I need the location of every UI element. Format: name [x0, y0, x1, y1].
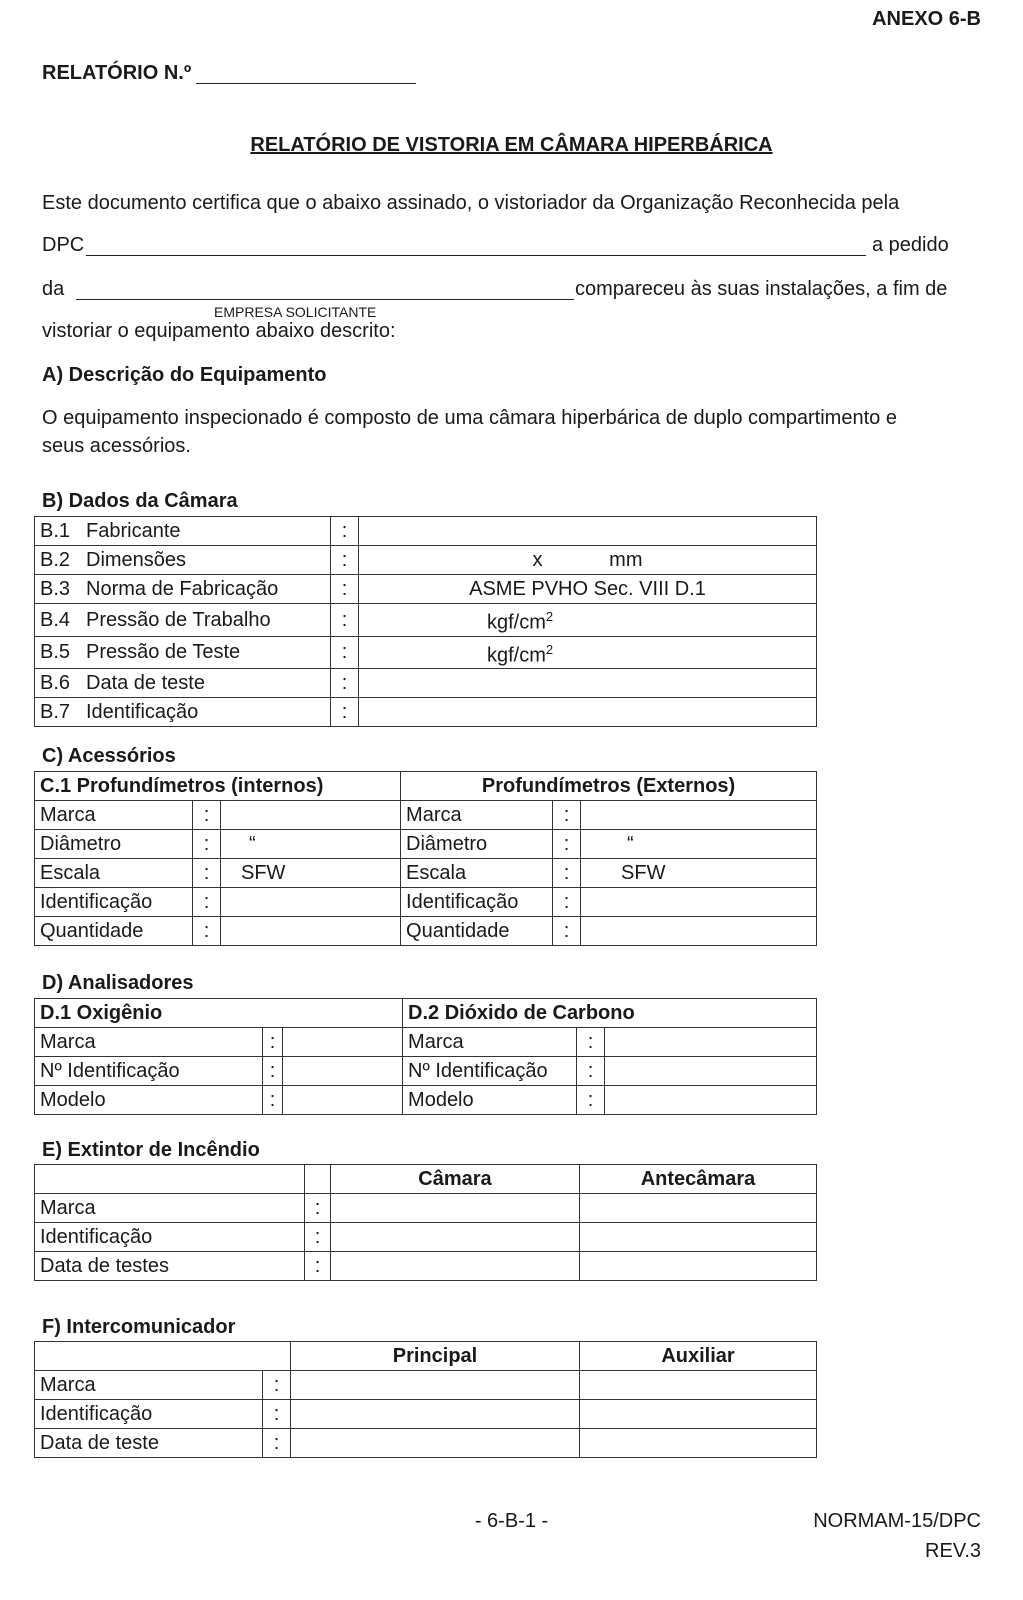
colon: : [577, 1057, 605, 1086]
blank-header-cell [35, 1165, 305, 1194]
colon: : [553, 888, 581, 917]
co2-value[interactable] [605, 1057, 817, 1086]
colon: : [305, 1223, 331, 1252]
row-label: Marca [35, 1028, 263, 1057]
row-label: Identificação [35, 1400, 263, 1429]
table-row [35, 546, 817, 575]
table-row [35, 1400, 817, 1429]
row-label-text: Norma de Fabricação [86, 578, 279, 600]
colon: : [193, 830, 221, 859]
blank-header-cell [35, 1342, 291, 1371]
row-label: Escala [401, 859, 553, 888]
camera-data-table [34, 516, 817, 727]
row-code: B.5 [40, 641, 71, 664]
colon: : [331, 546, 359, 575]
oxygen-value[interactable] [283, 1028, 403, 1057]
colon: : [193, 801, 221, 830]
pressao-teste-value[interactable] [359, 636, 817, 669]
dimensoes-value[interactable]: x mm [359, 546, 817, 575]
row-label: Nº Identificação [403, 1057, 577, 1086]
row-code: B.6 [40, 672, 71, 695]
row-label: Marca [401, 801, 553, 830]
row-code: B.4 [40, 608, 71, 631]
table-row [35, 575, 817, 604]
principal-header: Principal [291, 1342, 580, 1371]
colon: : [553, 859, 581, 888]
colon: : [553, 917, 581, 946]
row-label [35, 698, 331, 727]
auxiliar-value[interactable] [580, 1400, 817, 1429]
oxygen-value[interactable] [283, 1086, 403, 1115]
dpc-label: DPC [42, 234, 85, 256]
page-number: - 6-B-1 - [474, 1510, 549, 1532]
table-row [35, 859, 817, 888]
table-header-row [35, 772, 817, 801]
colon: : [331, 517, 359, 546]
colon: : [305, 1194, 331, 1223]
annex-label: ANEXO 6-B [872, 8, 981, 30]
internal-value[interactable]: “ [221, 830, 401, 859]
row-label: Marca [35, 1194, 305, 1223]
accessories-table [34, 771, 817, 946]
row-label [35, 669, 331, 698]
colon: : [263, 1400, 291, 1429]
colon: : [577, 1086, 605, 1115]
colon: : [331, 575, 359, 604]
table-row [35, 917, 817, 946]
table-row [35, 801, 817, 830]
report-number-field[interactable] [196, 83, 416, 84]
norma-value[interactable]: ASME PVHO Sec. VIII D.1 [359, 575, 817, 604]
identificacao-value[interactable] [359, 698, 817, 727]
revision-label: REV.3 [925, 1540, 981, 1562]
fabricante-value[interactable] [359, 517, 817, 546]
colon: : [305, 1252, 331, 1281]
page-title: RELATÓRIO DE VISTORIA EM CÂMARA HIPERBÁRICA [250, 134, 773, 156]
table-row [35, 888, 817, 917]
section-a-heading: A) Descrição do Equipamento [42, 364, 327, 386]
co2-value[interactable] [605, 1086, 817, 1115]
row-label: Marca [403, 1028, 577, 1057]
row-code: B.7 [40, 701, 71, 724]
a-pedido-text: a pedido [872, 234, 949, 256]
colon: : [331, 669, 359, 698]
row-label: Modelo [403, 1086, 577, 1115]
row-label [35, 636, 331, 669]
row-label [35, 517, 331, 546]
row-label-text: Data de teste [86, 672, 205, 695]
row-label: Nº Identificação [35, 1057, 263, 1086]
external-value[interactable] [581, 917, 817, 946]
principal-value[interactable] [291, 1371, 580, 1400]
dpc-field[interactable] [86, 255, 866, 256]
table-row [35, 1371, 817, 1400]
oxygen-value[interactable] [283, 1057, 403, 1086]
blank-header-cell [305, 1165, 331, 1194]
row-code: B.3 [40, 578, 71, 600]
antecamara-value[interactable] [580, 1252, 817, 1281]
intercom-table [34, 1341, 817, 1458]
unit-superscript: 2 [545, 641, 554, 657]
row-label: Identificação [401, 888, 553, 917]
section-b-heading: B) Dados da Câmara [42, 490, 238, 512]
fire-extinguisher-table [34, 1164, 817, 1281]
report-number-label: RELATÓRIO N.º [42, 62, 192, 84]
camara-value[interactable] [331, 1223, 580, 1252]
empresa-caption: EMPRESA SOLICITANTE [214, 304, 377, 320]
row-code: B.2 [40, 549, 71, 571]
row-label: Quantidade [401, 917, 553, 946]
row-label: Modelo [35, 1086, 263, 1115]
table-row [35, 1086, 817, 1115]
colon: : [331, 604, 359, 637]
table-row [35, 517, 817, 546]
co2-value[interactable] [605, 1028, 817, 1057]
row-label: Marca [35, 801, 193, 830]
row-label-text: Dimensões [86, 549, 187, 571]
section-a-text-2: seus acessórios. [42, 435, 191, 457]
empresa-field[interactable] [76, 299, 574, 300]
colon: : [193, 917, 221, 946]
table-row [35, 830, 817, 859]
table-row [35, 1252, 817, 1281]
colon: : [553, 801, 581, 830]
colon: : [553, 830, 581, 859]
table-row [35, 1057, 817, 1086]
colon: : [263, 1429, 291, 1458]
antecamara-value[interactable] [580, 1223, 817, 1252]
auxiliar-value[interactable] [580, 1371, 817, 1400]
antecamara-value[interactable] [580, 1194, 817, 1223]
internal-value[interactable] [221, 888, 401, 917]
table-row [35, 1028, 817, 1057]
row-label [35, 604, 331, 637]
row-label: Identificação [35, 1223, 305, 1252]
section-e-heading: E) Extintor de Incêndio [42, 1139, 260, 1161]
intro-line-4: vistoriar o equipamento abaixo descrito: [42, 320, 396, 342]
table-row [35, 669, 817, 698]
row-label: Data de testes [35, 1252, 305, 1281]
colon: : [577, 1028, 605, 1057]
colon: : [193, 859, 221, 888]
principal-value[interactable] [291, 1429, 580, 1458]
unit-text: kgf/cm [487, 611, 546, 634]
compareceu-text: compareceu às suas instalações, a fim de [575, 278, 948, 300]
row-label-text: Fabricante [86, 520, 181, 542]
row-code: B.1 [40, 520, 71, 542]
oxygen-header: D.1 Oxigênio [35, 999, 403, 1028]
principal-value[interactable] [291, 1400, 580, 1429]
table-header-row [35, 1165, 817, 1194]
colon: : [263, 1086, 283, 1115]
row-label [35, 546, 331, 575]
table-header-row [35, 1342, 817, 1371]
unit-text: kgf/cm [487, 644, 546, 667]
table-row [35, 604, 817, 637]
row-label: Marca [35, 1371, 263, 1400]
table-row [35, 1194, 817, 1223]
table-row [35, 1429, 817, 1458]
row-label: Diâmetro [35, 830, 193, 859]
colon: : [263, 1371, 291, 1400]
colon: : [263, 1057, 283, 1086]
row-label: Data de teste [35, 1429, 263, 1458]
external-value[interactable]: SFW [581, 859, 817, 888]
row-label [35, 575, 331, 604]
row-label-text: Pressão de Teste [86, 641, 241, 664]
colon: : [331, 698, 359, 727]
internal-value[interactable] [221, 801, 401, 830]
table-row [35, 698, 817, 727]
row-label: Escala [35, 859, 193, 888]
internal-value[interactable]: SFW [221, 859, 401, 888]
analyzers-table [34, 998, 817, 1115]
colon: : [263, 1028, 283, 1057]
auxiliar-value[interactable] [580, 1429, 817, 1458]
camara-header: Câmara [331, 1165, 580, 1194]
table-header-row [35, 999, 817, 1028]
table-row [35, 1223, 817, 1252]
norm-reference: NORMAM-15/DPC [813, 1510, 981, 1532]
section-a-text-1: O equipamento inspecionado é composto de uma câmara hiperbárica de duplo compartimento e [42, 407, 897, 429]
intro-line-1: Este documento certifica que o abaixo assinado, o vistoriador da Organização Reconhecida pela [42, 192, 900, 214]
camara-value[interactable] [331, 1194, 580, 1223]
colon: : [193, 888, 221, 917]
external-value[interactable] [581, 888, 817, 917]
row-label: Diâmetro [401, 830, 553, 859]
antecamara-header: Antecâmara [580, 1165, 817, 1194]
external-value[interactable]: “ [581, 830, 817, 859]
co2-header: D.2 Dióxido de Carbono [403, 999, 817, 1028]
colon: : [331, 636, 359, 669]
pressao-trabalho-value[interactable] [359, 604, 817, 637]
da-label: da [42, 278, 65, 300]
camara-value[interactable] [331, 1252, 580, 1281]
unit-superscript: 2 [545, 609, 554, 624]
external-depth-gauges-header: Profundímetros (Externos) [401, 772, 817, 801]
row-label-text: Identificação [86, 701, 199, 724]
section-d-heading: D) Analisadores [42, 972, 194, 994]
row-label-text: Pressão de Trabalho [86, 608, 271, 631]
external-value[interactable] [581, 801, 817, 830]
row-label: Identificação [35, 888, 193, 917]
section-c-heading: C) Acessórios [42, 745, 176, 767]
data-teste-value[interactable] [359, 669, 817, 698]
internal-depth-gauges-header: C.1 Profundímetros (internos) [35, 772, 401, 801]
table-row [35, 636, 817, 669]
internal-value[interactable] [221, 917, 401, 946]
row-label: Quantidade [35, 917, 193, 946]
auxiliar-header: Auxiliar [580, 1342, 817, 1371]
section-f-heading: F) Intercomunicador [42, 1316, 236, 1338]
